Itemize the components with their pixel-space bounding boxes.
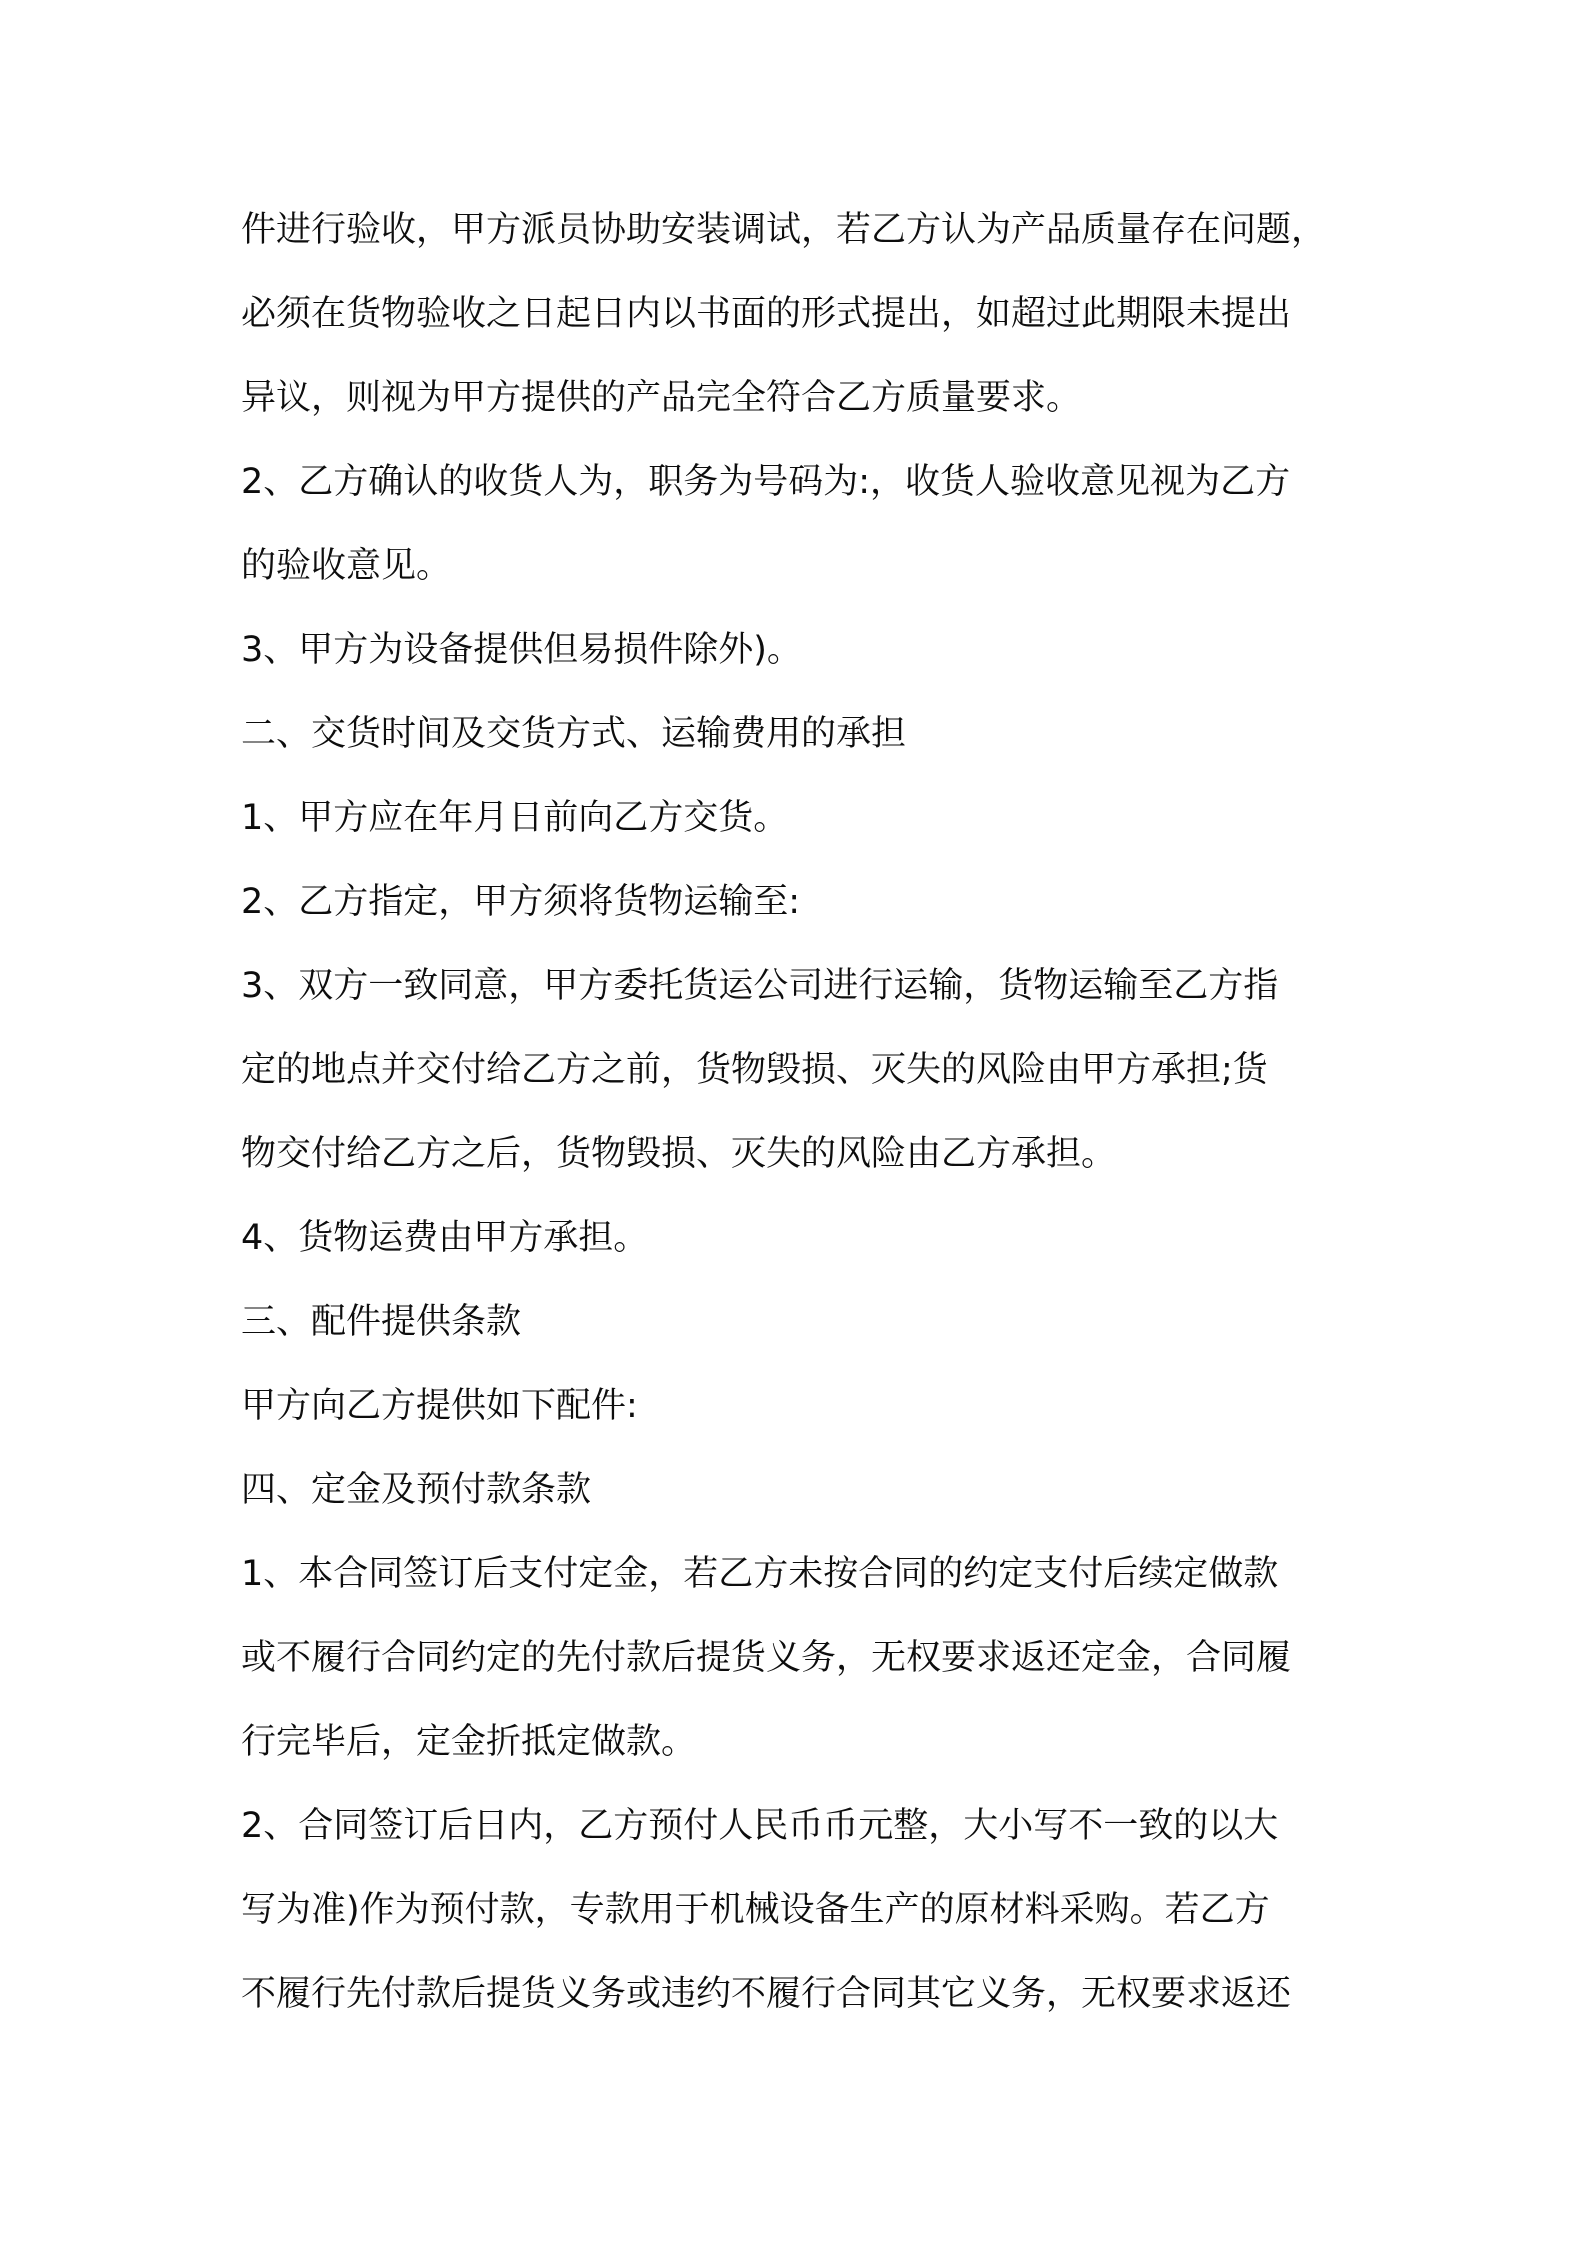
- text-line: 必须在货物验收之日起日内以书面的形式提出，如超过此期限未提出: [241, 294, 1292, 334]
- section-heading: 三、配件提供条款: [241, 1302, 522, 1342]
- text-line: 1、甲方应在年月日前向乙方交货。: [241, 798, 789, 838]
- text-line: 2、合同签订后日内，乙方预付人民币币元整，大小写不一致的以大: [241, 1806, 1279, 1846]
- text-line: 3、双方一致同意，甲方委托货运公司进行运输，货物运输至乙方指: [241, 966, 1279, 1006]
- text-line: 3、甲方为设备提供但易损件除外)。: [241, 630, 802, 670]
- text-line: 件进行验收，甲方派员协助安装调试，若乙方认为产品质量存在问题，: [241, 210, 1327, 250]
- text-line: 不履行先付款后提货义务或违约不履行合同其它义务，无权要求返还: [241, 1974, 1292, 2014]
- text-line: 甲方向乙方提供如下配件:: [241, 1386, 638, 1426]
- text-line: 或不履行合同约定的先付款后提货义务，无权要求返还定金，合同履: [241, 1638, 1292, 1678]
- text-line: 物交付给乙方之后，货物毁损、灭失的风险由乙方承担。: [241, 1134, 1117, 1174]
- text-line: 异议，则视为甲方提供的产品完全符合乙方质量要求。: [241, 378, 1082, 418]
- section-heading: 四、定金及预付款条款: [241, 1470, 592, 1510]
- text-line: 定的地点并交付给乙方之前，货物毁损、灭失的风险由甲方承担;货: [241, 1050, 1268, 1090]
- text-line: 2、乙方确认的收货人为，职务为号码为:，收货人验收意见视为乙方: [241, 462, 1291, 502]
- text-line: 4、货物运费由甲方承担。: [241, 1218, 649, 1258]
- text-line: 2、乙方指定，甲方须将货物运输至:: [241, 882, 801, 922]
- text-line: 写为准)作为预付款，专款用于机械设备生产的原材料采购。若乙方: [241, 1890, 1270, 1930]
- text-line: 行完毕后，定金折抵定做款。: [241, 1722, 697, 1762]
- section-heading: 二、交货时间及交货方式、运输费用的承担: [241, 714, 907, 754]
- text-line: 的验收意见。: [241, 546, 452, 586]
- text-line: 1、本合同签订后支付定金，若乙方未按合同的约定支付后续定做款: [241, 1554, 1279, 1594]
